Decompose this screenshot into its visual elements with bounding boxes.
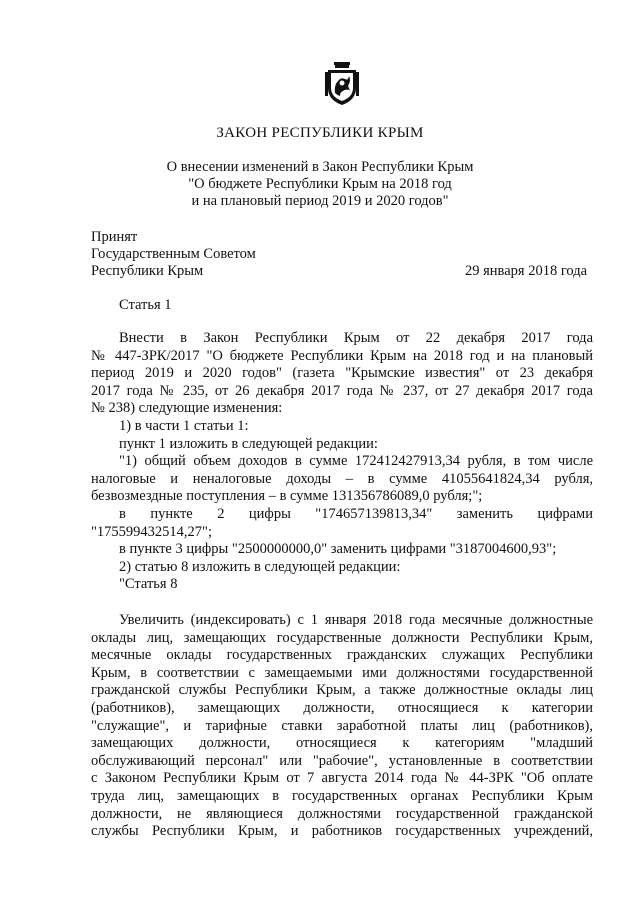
adopted-label: Принят [91,229,138,245]
text-line: Внести в Закон Республики Крым от 22 декабря 2017 года [119,330,593,346]
text-line: "служащие", и тарифные ставки заработной платы лиц (работников), [91,717,593,734]
text-line: оклады лиц, замещающих государственные должности Республики Крым, [91,629,593,646]
article-body-part-1 [91,330,593,594]
text-line: замещающих должности, относящиеся к категориям "младший [91,735,593,752]
text-line: в пункте 2 цифры "174657139813,34" заменить цифрами [119,505,593,522]
text-line: месячные оклады государственных гражданских служащих Республики [91,647,593,664]
text-line: пункт 1 изложить в следующей редакции: [119,435,378,452]
text-line: 2017 года № 235, от 26 декабря 2017 года № 237, от 27 декабря 2017 года [91,382,593,399]
text-line: Крым, в соответствии с замещаемыми ими должностями государственной [91,664,593,681]
article-heading: Статья 1 [119,297,172,313]
text-line: безвозмездные поступления – в сумме 131356786089,0 рубля;"; [91,488,483,505]
text-line: "Статья 8 [119,576,178,593]
law-subtitle-line-1: О внесении изменений в Закон Республики Крым [166,159,474,175]
text-line: налоговые и неналоговые доходы – в сумме 41055641824,34 рубля, [91,470,593,487]
adoption-date: 29 января 2018 года [465,263,588,279]
adopted-by-line-2: Республики Крым [91,263,204,279]
law-subtitle-line-2: "О бюджете Республики Крым на 2018 год [188,176,452,192]
text-line: Увеличить (индексировать) с 1 января 2018 года месячные должностные [119,612,593,628]
text-line: (работников), замещающих должности, относящиеся к категории [91,699,593,716]
text-line: обслуживающий персонал" или "рабочие", установленные в соответствии [91,752,593,769]
text-line: № 447-ЗРК/2017 "О бюджете Республики Крым на 2018 год и на плановый [91,347,593,364]
adopted-by-line-1: Государственным Советом [91,246,256,262]
text-line: должности, не являющиеся должностями государственной гражданской [91,805,593,822]
text-line: "1) общий объем доходов в сумме 172412427913,34 рубля, в том числе [119,453,593,470]
text-line: 2) статью 8 изложить в следующей редакции: [119,558,401,575]
text-line: № 238) следующие изменения: [91,400,283,417]
law-subtitle-line-3: и на плановый период 2019 и 2020 годов" [191,193,449,209]
text-line: службы Республики Крым, и работников государственных учреждений, [91,823,593,840]
text-line: 1) в части 1 статьи 1: [119,417,249,434]
text-line: труда лиц, замещающих в государственных органах Республики Крым [91,787,593,804]
crimea-coat-of-arms-icon [325,62,359,106]
text-line: период 2019 и 2020 годов" (газета "Крымские известия" от 23 декабря [91,365,593,382]
text-line: гражданской службы Республики Крым, а также должностные оклады лиц [91,682,593,699]
text-line: с Законом Республики Крым от 7 августа 2014 года № 44-ЗРК "Об оплате [91,770,593,787]
text-line: "175599432514,27"; [91,523,212,540]
law-title: ЗАКОН РЕСПУБЛИКИ КРЫМ [216,125,424,141]
text-line: в пункте 3 цифры "2500000000,0" заменить цифрами "3187004600,93"; [119,541,557,558]
article-8-body [91,612,593,841]
